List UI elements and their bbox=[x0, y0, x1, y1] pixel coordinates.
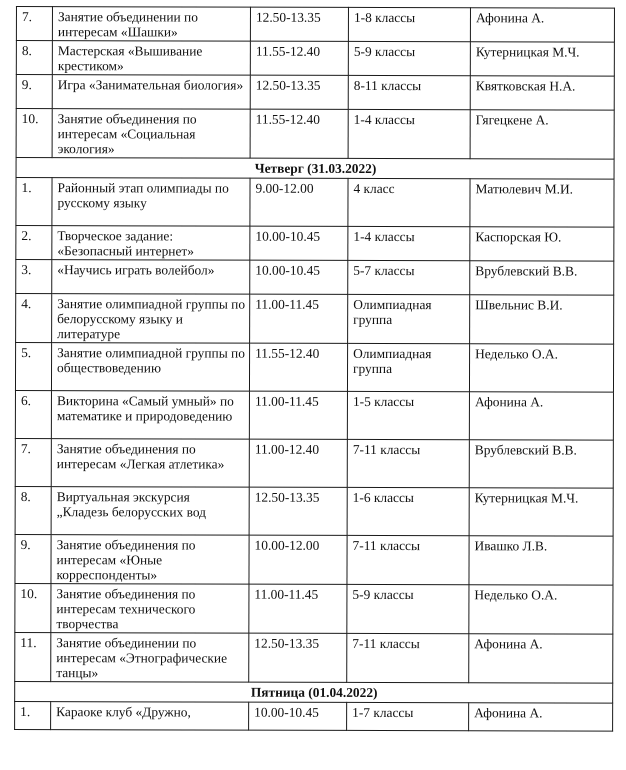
row-number: 5. bbox=[15, 343, 51, 391]
event-cell: Караоке клуб «Дружно, bbox=[51, 702, 249, 731]
event-cell: Занятие объединения по интересам «Юные корреспонденты» bbox=[51, 535, 249, 585]
table-row bbox=[16, 294, 614, 345]
event-cell: Викторина «Самый умный» по математике и природоведению bbox=[51, 391, 249, 440]
table-row bbox=[15, 702, 613, 732]
time-cell: 11.00-11.45 bbox=[250, 294, 348, 343]
table-row bbox=[15, 391, 613, 441]
classes-cell: 1-7 классы bbox=[347, 702, 469, 730]
responsible-cell: Афонина А. bbox=[469, 392, 613, 440]
responsible-cell: Афонина А. bbox=[470, 8, 614, 42]
table-row bbox=[16, 260, 614, 296]
time-cell: 11.55-12.40 bbox=[250, 109, 348, 158]
responsible-cell: Матюлевич М.И. bbox=[470, 179, 614, 227]
event-cell: Занятие олимпиадной группы по обществоведению bbox=[51, 343, 249, 392]
event-cell: Виртуальная экскурсия „Кладезь белорусских вод bbox=[51, 487, 249, 536]
event-cell: Творческое задание: «Безопасный интернет» bbox=[52, 226, 250, 261]
table-row bbox=[16, 41, 614, 77]
responsible-cell: Афонина А. bbox=[469, 703, 613, 731]
day-header-row bbox=[16, 158, 614, 180]
responsible-cell: Ивашко Л.В. bbox=[469, 536, 613, 585]
classes-cell: 7-11 классы bbox=[347, 633, 469, 682]
schedule-body bbox=[15, 7, 615, 732]
time-cell: 12.50-13.35 bbox=[250, 75, 348, 109]
time-cell: 12.50-13.35 bbox=[249, 487, 347, 535]
classes-cell: 1-4 классы bbox=[348, 109, 470, 158]
table-row bbox=[16, 178, 614, 228]
classes-cell: 1-6 классы bbox=[347, 487, 469, 535]
event-cell: Занятие объединения по интересам технического творчества bbox=[51, 584, 249, 634]
time-cell: 10.00-10.45 bbox=[249, 702, 347, 730]
time-cell: 12.50-13.35 bbox=[250, 7, 348, 41]
row-number: 7. bbox=[15, 439, 51, 487]
time-cell: 9.00-12.00 bbox=[250, 178, 348, 226]
row-number: 8. bbox=[16, 41, 52, 75]
responsible-cell: Швельнис В.И. bbox=[470, 295, 614, 344]
row-number: 6. bbox=[15, 391, 51, 439]
responsible-cell: Врублевский В.В. bbox=[469, 440, 613, 488]
event-cell: Занятие объединения по интересам «Легкая атлетика» bbox=[51, 439, 249, 488]
row-number: 7. bbox=[16, 7, 52, 41]
classes-cell: 1-8 классы bbox=[348, 7, 470, 41]
row-number: 8. bbox=[15, 487, 51, 535]
row-number: 1. bbox=[15, 702, 51, 730]
table-row bbox=[15, 487, 613, 537]
event-cell: Игра «Занимательная биология» bbox=[52, 75, 250, 110]
table-row bbox=[15, 633, 613, 684]
responsible-cell: Каспорская Ю. bbox=[470, 227, 614, 261]
event-cell: Занятие объединении по интересам «Шашки» bbox=[52, 7, 250, 42]
day-header-row bbox=[15, 682, 613, 704]
row-number: 9. bbox=[15, 535, 51, 584]
time-cell: 10.00-12.00 bbox=[249, 535, 347, 584]
time-cell: 12.50-13.35 bbox=[249, 633, 347, 682]
table-row bbox=[16, 109, 614, 160]
responsible-cell: Афонина А. bbox=[469, 634, 613, 683]
time-cell: 11.55-12.40 bbox=[250, 41, 348, 75]
classes-cell: Олимпиадная группа bbox=[348, 294, 470, 343]
table-row bbox=[15, 584, 613, 635]
day-header: Пятница (01.04.2022) bbox=[15, 682, 613, 704]
classes-cell: 4 класс bbox=[348, 178, 470, 226]
classes-cell: 5-7 классы bbox=[348, 260, 470, 294]
responsible-cell: Неделько О.А. bbox=[469, 585, 613, 634]
table-row bbox=[16, 226, 614, 262]
schedule-table bbox=[14, 6, 615, 732]
time-cell: 11.55-12.40 bbox=[249, 343, 347, 391]
row-number: 1. bbox=[16, 178, 52, 226]
classes-cell: 1-4 классы bbox=[348, 226, 470, 260]
time-cell: 11.00-11.45 bbox=[249, 584, 347, 633]
classes-cell: 7-11 классы bbox=[347, 535, 469, 584]
row-number: 3. bbox=[16, 260, 52, 294]
responsible-cell: Кутерницкая М.Ч. bbox=[469, 488, 613, 536]
classes-cell: 1-5 классы bbox=[347, 391, 469, 439]
classes-cell: 5-9 классы bbox=[347, 584, 469, 633]
time-cell: 11.00-11.45 bbox=[249, 391, 347, 439]
row-number: 10. bbox=[16, 109, 52, 158]
responsible-cell: Неделько О.А. bbox=[469, 344, 613, 392]
event-cell: Занятие объединении по интересам «Этнографические танцы» bbox=[51, 633, 249, 683]
responsible-cell: Гягецкене А. bbox=[470, 110, 614, 159]
classes-cell: 7-11 классы bbox=[347, 439, 469, 487]
responsible-cell: Врублевский В.В. bbox=[470, 261, 614, 295]
responsible-cell: Кутерницкая М.Ч. bbox=[470, 42, 614, 76]
table-row bbox=[16, 7, 614, 43]
time-cell: 11.00-12.40 bbox=[249, 439, 347, 487]
event-cell: Занятие олимпиадной группы по белорусскому языку и литературе bbox=[52, 294, 250, 344]
row-number: 9. bbox=[16, 75, 52, 109]
event-cell: «Научись играть волейбол» bbox=[52, 260, 250, 295]
table-row bbox=[15, 343, 613, 393]
table-row bbox=[15, 439, 613, 489]
time-cell: 10.00-10.45 bbox=[250, 260, 348, 294]
event-cell: Районный этап олимпиады по русскому языку bbox=[52, 178, 250, 227]
row-number: 4. bbox=[16, 294, 52, 343]
row-number: 11. bbox=[15, 633, 51, 682]
responsible-cell: Квятковская Н.А. bbox=[470, 76, 614, 110]
classes-cell: Олимпиадная группа bbox=[347, 343, 469, 391]
event-cell: Занятие объединения по интересам «Социальная экология» bbox=[52, 109, 250, 159]
row-number: 10. bbox=[15, 584, 51, 633]
table-row bbox=[15, 535, 613, 586]
row-number: 2. bbox=[16, 226, 52, 260]
table-row bbox=[16, 75, 614, 111]
classes-cell: 5-9 классы bbox=[348, 41, 470, 75]
time-cell: 10.00-10.45 bbox=[250, 226, 348, 260]
event-cell: Мастерская «Вышивание крестиком» bbox=[52, 41, 250, 76]
day-header: Четверг (31.03.2022) bbox=[16, 158, 614, 180]
classes-cell: 8-11 классы bbox=[348, 75, 470, 109]
